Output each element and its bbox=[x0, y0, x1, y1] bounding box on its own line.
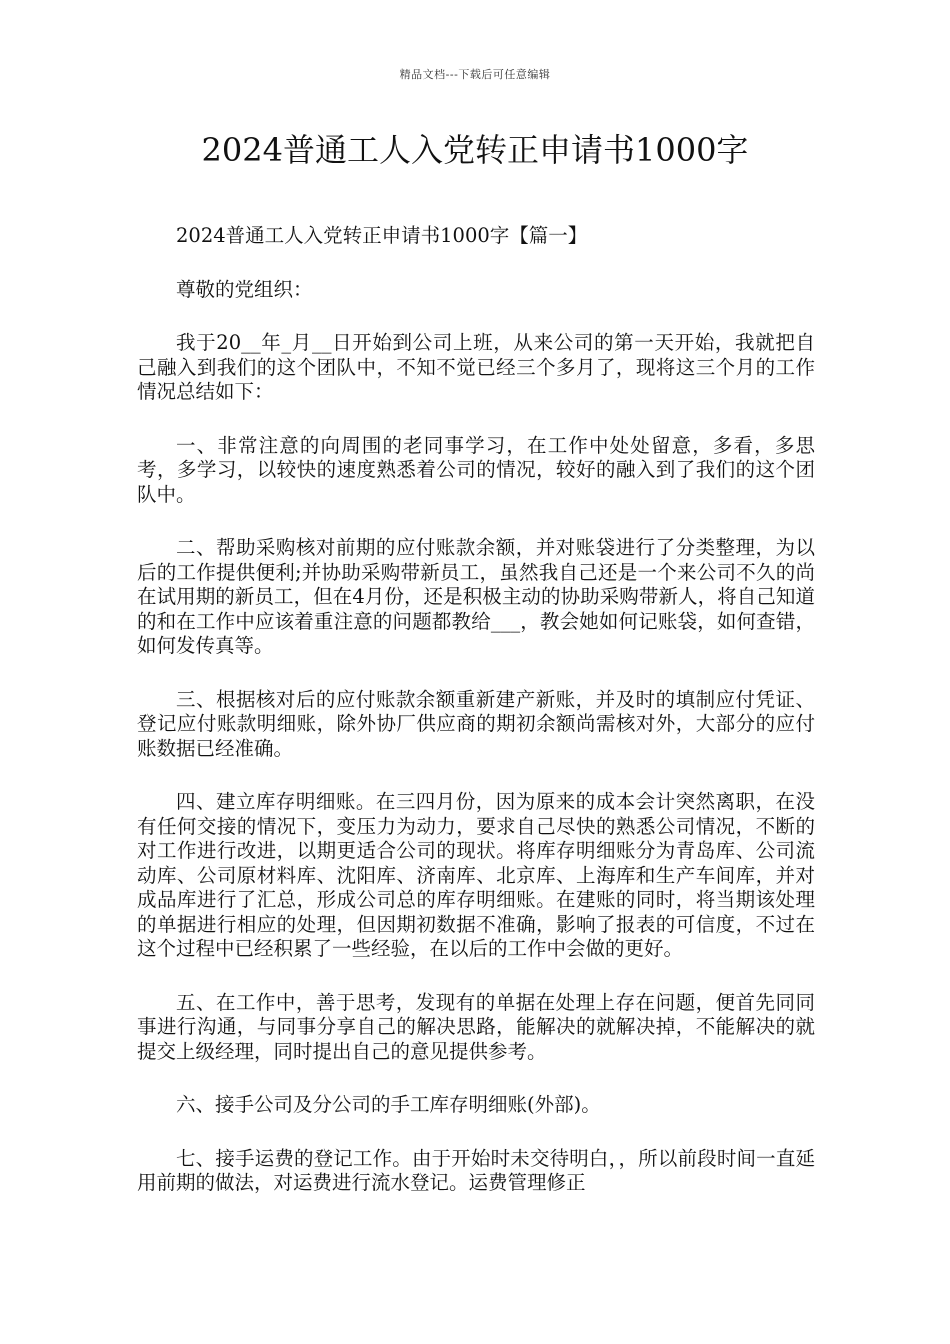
paragraph-intro: 我于20__年_月__日开始到公司上班，从来公司的第一天开始，我就把自己融入到我们的这个团队中，不知不觉已经三个多月了，现将这三个月的工作情况总结如下： bbox=[137, 331, 815, 403]
paragraph-item-5: 五、在工作中，善于思考，发现有的单据在处理上存在问题，便首先同同事进行沟通，与同事分享自己的解决思路，能解决的就解决掉，不能解决的就提交上级经理，同时提出自己的意见提供参考。 bbox=[137, 990, 815, 1063]
paragraph-item-1: 一、非常注意的向周围的老同事学习，在工作中处处留意，多看，多思考，多学习，以较快的速度熟悉着公司的情况，较好的融入到了我们的这个团队中。 bbox=[137, 433, 815, 506]
document-body bbox=[137, 224, 815, 1225]
paragraph-item-4: 四、建立库存明细账。在三四月份，因为原来的成本会计突然离职，在没有任何交接的情况下，变压力为动力，要求自己尽快的熟悉公司情况，不断的对工作进行改进，以期更适合公司的现状。将库存明细账分为青岛库、公司流动库、公司原材料库、沈阳库、济南库、北京库、上海库和生产车间库，并对成品库进行了汇总，形成公司总的库存明细账。在建账的同时，将当期该处理的单据进行相应的处理，但因期初数据不准确，影响了报表的可信度，不过在这个过程中已经积累了一些经验，在以后的工作中会做的更好。 bbox=[137, 790, 815, 960]
section-heading: 2024普通工人入党转正申请书1000字【篇一】 bbox=[176, 224, 588, 247]
salutation: 尊敬的党组织： bbox=[176, 277, 313, 301]
paragraph-item-2: 二、帮助采购核对前期的应付账款余额，并对账袋进行了分类整理，为以后的工作提供便利;并协助采购带新员工，虽然我自己还是一个来公司不久的尚在试用期的新员工，但在4月份，还是积极主动的协助采购带新人，将自己知道的和在工作中应该着重注意的问题都教给___，教会她如何记账袋，如何查错，如何发传真等。 bbox=[137, 536, 815, 657]
paragraph-item-3: 三、根据核对后的应付账款余额重新建产新账，并及时的填制应付凭证、登记应付账款明细账，除外协厂供应商的期初余额尚需核对外，大部分的应付账数据已经准确。 bbox=[137, 687, 815, 760]
paragraph-item-7: 七、接手运费的登记工作。由于开始时未交待明白，，所以前段时间一直延用前期的做法，对运费进行流水登记。运费管理修正 bbox=[137, 1146, 815, 1194]
document-title: 2024普通工人入党转正申请书1000字 bbox=[201, 131, 749, 169]
header-note: 精品文档---下载后可任意编辑 bbox=[399, 68, 551, 81]
paragraph-item-6: 六、接手公司及分公司的手工库存明细账(外部)。 bbox=[176, 1093, 601, 1116]
